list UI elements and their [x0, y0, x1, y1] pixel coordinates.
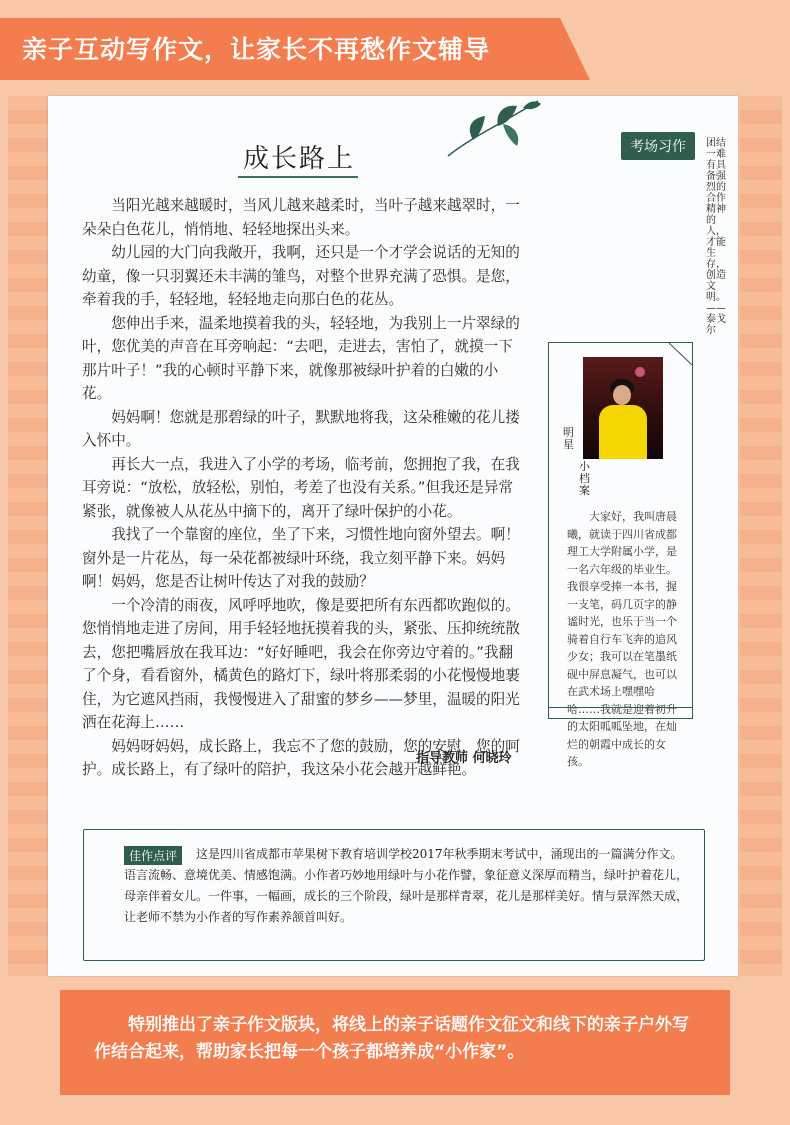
review-box	[83, 829, 705, 961]
profile-label-sub: 小档案	[579, 460, 590, 497]
essay-paragraph: 幼儿园的大门向我敞开，我啊，还只是一个才学会说话的无知的幼童，像一只羽翼还未丰满的雏鸟，对整个世界充满了恐惧。是您，牵着我的手，轻轻地，轻轻地走向那白色的花丛。	[82, 244, 520, 308]
essay-paragraph: 妈妈呀妈妈，成长路上，我忘不了您的鼓励，您的安慰，您的呵护。成长路上，有了绿叶的陪护，我这朵小花会越开越鲜艳。	[82, 737, 520, 778]
author-photo	[583, 357, 663, 459]
teacher-credit: 指导教师 何晓玲	[416, 751, 512, 766]
promo-text: 特别推出了亲子作文版块，将线上的亲子话题作文征文和线下的亲子户外写作结合起来，帮助家长把每一个孩子都培养成“小作家”。	[94, 1015, 689, 1062]
review-text: 这是四川省成都市苹果树下教育培训学校2017年秋季期末考试中，涌现出的一篇满分作文。语言流畅、意境优美、情感饱满。小作者巧妙地用绿叶与小花作譬，象征意义深厚而精当，绿叶护着花儿，母亲伴着女儿。一件事，一幅画，成长的三个阶段，绿叶是那样青翠，花儿是那样美好。情与景浑然天成，让老师不禁为小作者的写作素养颔首叫好。	[124, 847, 689, 924]
essay-paragraph: 我找了一个靠窗的座位，坐了下来，习惯性地向窗外望去。啊！窗外是一片花丛，每一朵花都被绿叶环绕，我立刻平静下来。妈妈啊！妈妈，您是否让树叶传达了对我的鼓励？	[82, 526, 520, 590]
article-title: 成长路上	[243, 144, 356, 174]
author-intro: 大家好，我叫唐晨曦，就读于四川省成都理工大学附属小学，是一名六年级的毕业生。我很享受捧一本书，握一支笔，码几页字的静谧时光，也乐于当一个骑着自行车飞奔的追风少女；我可以在笔墨纸砚中屏息凝气，也可以在武术场上嘿嘿哈哈……我就是迎着初升的太阳呱呱坠地，在灿烂的朝霞中成长的女孩。	[567, 510, 677, 768]
profile-label: 明星	[563, 426, 574, 451]
decorative-stripe-right	[740, 96, 782, 976]
side-quote: 团结一难有具备强烈的合作精神的人，才能生存，创造文明。——泰戈尔	[706, 138, 726, 336]
essay-body	[82, 194, 522, 782]
section-tag: 考场习作	[621, 132, 695, 160]
essay-paragraph: 妈妈啊！您就是那碧绿的叶子，默默地将我，这朵稚嫩的花儿搂入怀中。	[82, 408, 520, 449]
essay-paragraph: 当阳光越来越暖时，当风儿越来越柔时，当叶子越来越翠时，一朵朵白色花儿，悄悄地、轻轻地探出头来。	[82, 197, 520, 238]
banner-title: 亲子互动写作文，让家长不再愁作文辅导	[22, 35, 491, 64]
essay-paragraph: 一个冷清的雨夜，风呼呼地吹，像是要把所有东西都吹跑似的。您悄悄地走进了房间，用手轻轻地抚摸着我的头，紧张、压抑统统散去，您把嘴唇放在我耳边：“好好睡吧，我会在你旁边守着的。”我翻了个身，看看窗外，橘黄色的路灯下，绿叶将那柔弱的小花慢慢地裹住，为它遮风挡雨，我慢慢进入了甜蜜的梦乡——梦里，温暖的阳光洒在花海上……	[82, 596, 520, 731]
review-tag: 佳作点评	[124, 846, 182, 865]
promo-box	[60, 990, 730, 1095]
leaf-decoration-icon	[443, 96, 543, 166]
title-underline	[238, 176, 358, 178]
decorative-stripe-left	[8, 96, 50, 976]
essay-paragraph: 您伸出手来，温柔地摸着我的头，轻轻地，为我别上一片翠绿的叶，您优美的声音在耳旁响起：“去吧，走进去，害怕了，就摸一下那片叶子！”我的心顿时平静下来，就像那被绿叶护着的白嫩的小花。	[82, 314, 520, 402]
article-page	[48, 96, 738, 976]
essay-paragraph: 再长大一点，我进入了小学的考场，临考前，您拥抱了我，在我耳旁说：“放松，放轻松，别怕，考差了也没有关系。”但我还是异常紧张，就像被人从花丛中摘下的，离开了绿叶保护的小花。	[82, 455, 520, 520]
author-profile-card	[548, 342, 693, 768]
card-footer-line	[549, 707, 692, 718]
